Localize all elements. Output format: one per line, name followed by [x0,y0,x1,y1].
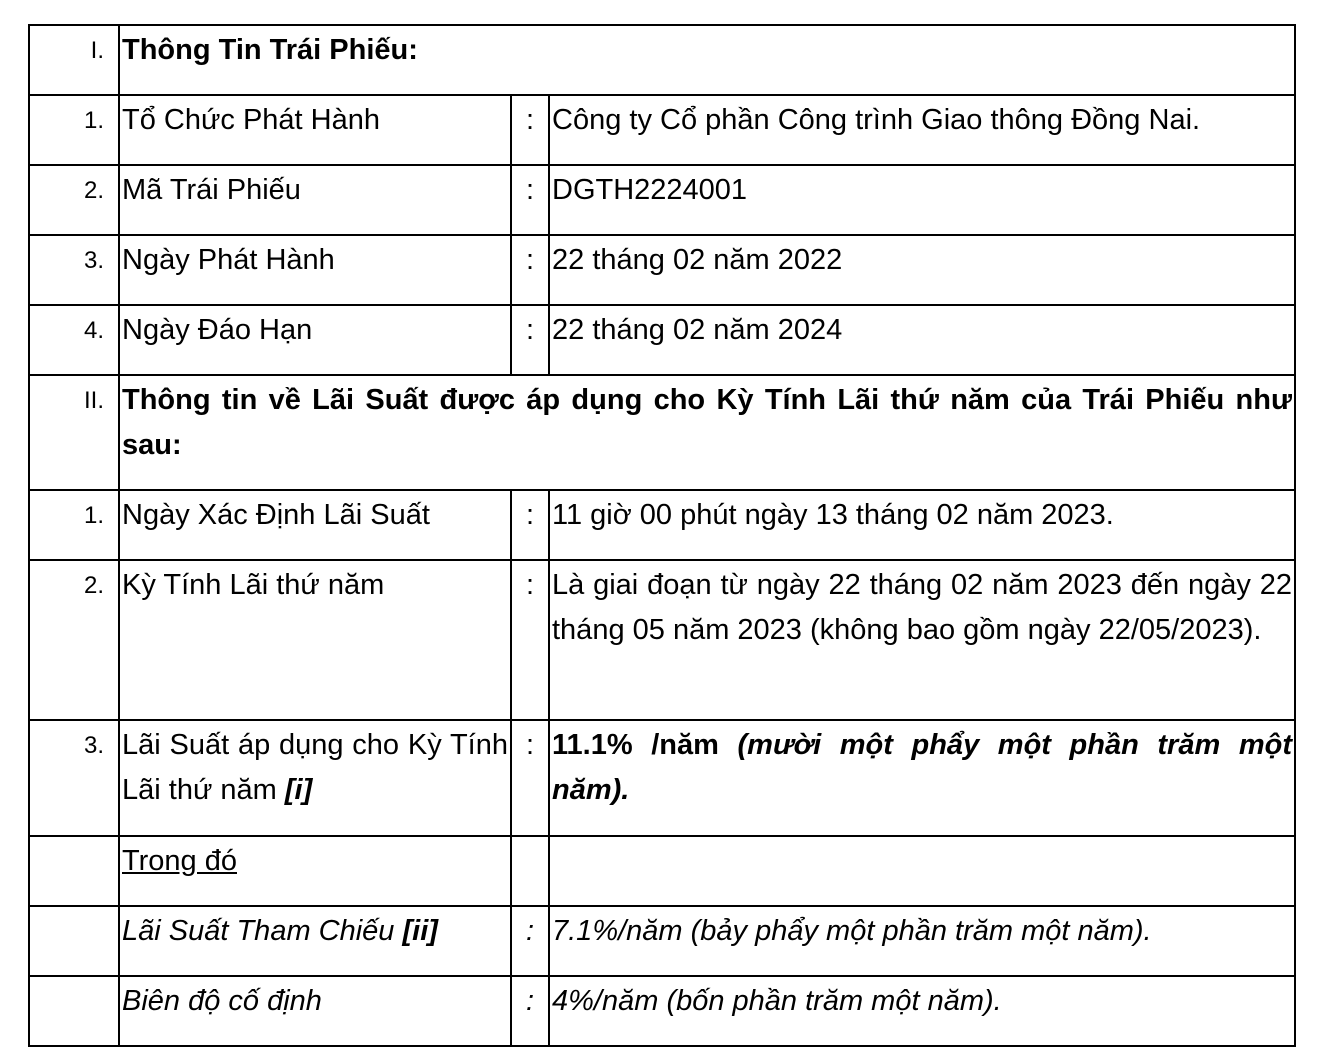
empty-cell [29,906,119,976]
maturity-date-label: Ngày Đáo Hạn [119,305,511,375]
section-1-number: I. [29,25,119,95]
applied-rate-row [29,720,1295,836]
reference-rate-value: 7.1%/năm (bảy phẩy một phần trăm một năm). [549,906,1295,976]
colon-separator: : [511,906,549,976]
colon-separator: : [511,976,549,1046]
applied-rate-label-text: Lãi Suất áp dụng cho Kỳ Tính Lãi thứ năm [122,729,508,806]
row-number: 1. [29,95,119,165]
issue-date-label: Ngày Phát Hành [119,235,511,305]
interest-period-row [29,560,1295,720]
row-number: 2. [29,560,119,720]
row-number: 3. [29,235,119,305]
section-2-number: II. [29,375,119,490]
row-number: 3. [29,720,119,836]
maturity-date-row [29,305,1295,375]
applied-rate-value [549,720,1295,836]
issuer-label: Tổ Chức Phát Hành [119,95,511,165]
section-1-row [29,25,1295,95]
colon-separator: : [511,720,549,836]
issue-date-value: 22 tháng 02 năm 2022 [549,235,1295,305]
issuer-value: Công ty Cổ phần Công trình Giao thông Đồng Nai. [549,95,1295,165]
row-number: 1. [29,490,119,560]
reference-rate-label [119,906,511,976]
footnote-ii-marker: [ii] [402,915,438,947]
colon-separator: : [511,305,549,375]
colon-separator: : [511,95,549,165]
section-2-row [29,375,1295,490]
section-1-title: Thông Tin Trái Phiếu: [119,25,1295,95]
bond-notice-table [28,24,1296,1047]
bond-code-row [29,165,1295,235]
applied-rate-words: (mười một phẩy một phần trăm một năm). [552,729,1292,806]
row-number: 2. [29,165,119,235]
reference-rate-row [29,906,1295,976]
empty-cell [511,836,549,906]
breakdown-heading: Trong đó [119,836,511,906]
applied-rate-label [119,720,511,836]
bond-code-label: Mã Trái Phiếu [119,165,511,235]
empty-cell [29,836,119,906]
row-number: 4. [29,305,119,375]
colon-separator: : [511,165,549,235]
issuer-row [29,95,1295,165]
colon-separator: : [511,560,549,720]
maturity-date-value: 22 tháng 02 năm 2024 [549,305,1295,375]
rate-determination-label: Ngày Xác Định Lãi Suất [119,490,511,560]
interest-period-label: Kỳ Tính Lãi thứ năm [119,560,511,720]
fixed-margin-label: Biên độ cố định [119,976,511,1046]
rate-determination-row [29,490,1295,560]
reference-rate-label-text: Lãi Suất Tham Chiếu [122,915,403,947]
section-2-title: Thông tin về Lãi Suất được áp dụng cho Kỳ Tính Lãi thứ năm của Trái Phiếu như sau: [119,375,1295,490]
applied-rate-number: 11.1% /năm [552,729,738,761]
colon-separator: : [511,490,549,560]
interest-period-value: Là giai đoạn từ ngày 22 tháng 02 năm 2023 đến ngày 22 tháng 05 năm 2023 (không bao gồm ngày 22/05/2023). [549,560,1295,720]
colon-separator: : [511,235,549,305]
rate-determination-value: 11 giờ 00 phút ngày 13 tháng 02 năm 2023. [549,490,1295,560]
fixed-margin-row [29,976,1295,1046]
footnote-i-marker: [i] [284,774,313,806]
issue-date-row [29,235,1295,305]
breakdown-heading-row [29,836,1295,906]
empty-cell [549,836,1295,906]
fixed-margin-value: 4%/năm (bốn phần trăm một năm). [549,976,1295,1046]
bond-code-value: DGTH2224001 [549,165,1295,235]
empty-cell [29,976,119,1046]
